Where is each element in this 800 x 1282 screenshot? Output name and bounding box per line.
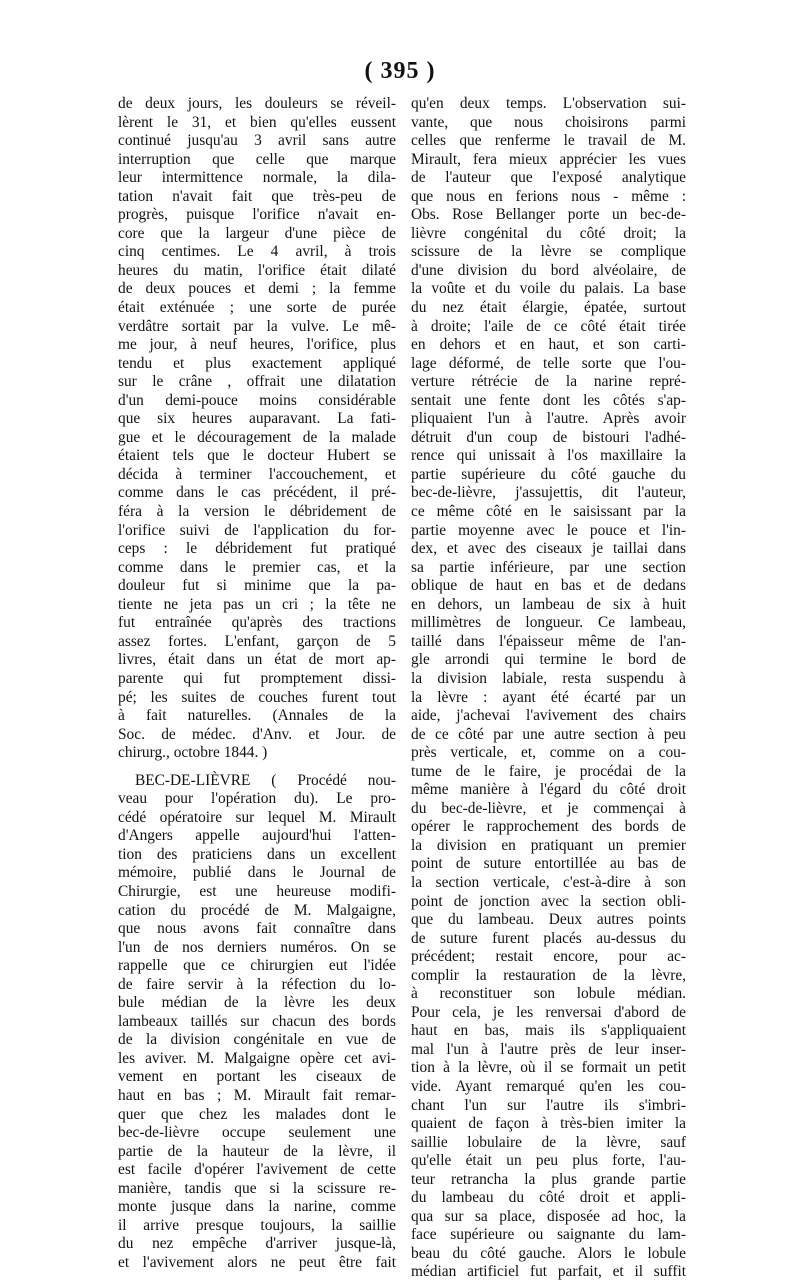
- text-line: d'Angers appelle aujourd'hui l'atten-: [118, 827, 396, 845]
- text-line: cation du procédé de M. Malgaigne,: [118, 901, 396, 919]
- text-line: détruit d'un coup de bistouri l'adhé-: [411, 428, 686, 446]
- text-line: la division labiale, resta suspendu à: [411, 669, 686, 687]
- text-line: interruption que celle que marque: [118, 150, 396, 168]
- text-line: taillé dans l'épaisseur même de l'an-: [411, 632, 686, 650]
- text-line: rappelle que ce chirurgien eut l'idée: [118, 957, 396, 975]
- text-line: Pour cela, je les renversai d'abord de: [411, 1003, 686, 1021]
- text-line: du nez était élargie, épatée, surtout: [411, 299, 686, 317]
- text-line: douleur fut si minime que la pa-: [118, 577, 396, 595]
- text-line: gle arrondi qui termine le bord de: [411, 651, 686, 669]
- text-line: de faire servir à la réfection du lo-: [118, 975, 396, 993]
- text-line: en dehors, un lambeau de six à huit: [411, 595, 686, 613]
- text-line: vante, que nous choisirons parmi: [411, 113, 686, 131]
- page-number: ( 395 ): [364, 58, 436, 84]
- text-line: fut entraînée qu'après des tractions: [118, 614, 396, 632]
- text-line: parente qui fut promptement dissi-: [118, 669, 396, 687]
- text-line: de deux pouces et demi ; la femme: [118, 280, 396, 298]
- text-line: partie de la hauteur de la lèvre, il: [118, 1142, 396, 1160]
- text-line: vement en portant les ciseaux de: [118, 1068, 396, 1086]
- text-line: même manière à l'égard du côté droit: [411, 781, 686, 799]
- text-line: BEC-DE-LIÈVRE ( Procédé nou-: [135, 771, 396, 789]
- text-line: millimètres de longueur. Ce lambeau,: [411, 614, 686, 632]
- text-line: du nez empêche d'arriver jusque-là,: [118, 1235, 396, 1253]
- text-line: me jour, à neuf heures, l'orifice, plus: [118, 336, 396, 354]
- text-line: d'une division du bord alvéolaire, de: [411, 261, 686, 279]
- text-line: point de suture entortillée au bas de: [411, 855, 686, 873]
- text-line: près verticale, et, comme on a cou-: [411, 744, 686, 762]
- text-line: de suture furent placés au-dessus du: [411, 929, 686, 947]
- text-line: était exténuée ; une sorte de purée: [118, 299, 396, 317]
- text-line: d'un demi-pouce moins considérable: [118, 391, 396, 409]
- text-line: que nous en ferions nous - même :: [411, 187, 686, 205]
- text-line: médian artificiel fut parfait, et il suffit: [411, 1263, 686, 1281]
- text-line: sentait une fente dont les côtés s'ap-: [411, 391, 686, 409]
- text-line: bule médian de la lèvre les deux: [118, 994, 396, 1012]
- text-line: sa partie inférieure, par une section: [411, 558, 686, 576]
- text-line: à reconstituer son lobule médian.: [411, 985, 686, 1003]
- text-line: vide. Ayant remarqué qu'en les cou-: [411, 1077, 686, 1095]
- text-line: oblique de haut en bas et de dedans: [411, 577, 686, 595]
- text-line: quaient de façon à très-bien imiter la: [411, 1115, 686, 1133]
- text-line: mémoire, publié dans le Journal de: [118, 864, 396, 882]
- text-line: tion à la lèvre, où il se formait un petit: [411, 1059, 686, 1077]
- text-line: du lambeau du côté droit et appli-: [411, 1189, 686, 1207]
- text-line: bec-de-lièvre, j'assujettis, dit l'auteur,: [411, 484, 686, 502]
- text-line: cinq centimes. Le 4 avril, à trois: [118, 243, 396, 261]
- text-line: à droite; l'aile de ce côté était tirée: [411, 317, 686, 335]
- text-line: rence qui unissait à l'os maxillaire la: [411, 447, 686, 465]
- text-line: tendu et plus exactement appliqué: [118, 354, 396, 372]
- text-line: saillie lobulaire de la lèvre, sauf: [411, 1133, 686, 1151]
- text-line: partie moyenne avec le pouce et l'in-: [411, 521, 686, 539]
- text-line: cédé opératoire sur lequel M. Mirault: [118, 808, 396, 826]
- text-line: à fait naturelles. (Annales de la: [118, 707, 396, 725]
- text-line: continué jusqu'au 3 avril sans autre: [118, 132, 396, 150]
- text-line: précédent; restait encore, pour ac-: [411, 948, 686, 966]
- text-line: que nous avons fait connaître dans: [118, 920, 396, 938]
- text-line: verdâtre sortait par la vulve. Le mê-: [118, 317, 396, 335]
- text-line: de la division congénitale en vue de: [118, 1031, 396, 1049]
- text-line: la division en pratiquant un premier: [411, 836, 686, 854]
- text-line: celles que renferme le travail de M.: [411, 132, 686, 150]
- text-line: que du lambeau. Deux autres points: [411, 911, 686, 929]
- text-line: Mirault, fera mieux apprécier les vues: [411, 150, 686, 168]
- text-line: comme dans le premier cas, et la: [118, 558, 396, 576]
- text-line: du bec-de-lièvre, et je commençai à: [411, 799, 686, 817]
- text-line: leur intermittence normale, la dila-: [118, 169, 396, 187]
- text-line: haut en bas ; M. Mirault fait remar-: [118, 1086, 396, 1104]
- text-line: décida à terminer l'accouchement, et: [118, 465, 396, 483]
- text-line: bec-de-lièvre occupe seulement une: [118, 1124, 396, 1142]
- text-line: les aviver. M. Malgaigne opère cet avi-: [118, 1049, 396, 1067]
- text-line: que six heures auparavant. La fati-: [118, 410, 396, 428]
- text-line: mal l'un à l'autre près de leur inser-: [411, 1040, 686, 1058]
- text-line: beau du côté gauche. Alors le lobule: [411, 1244, 686, 1262]
- text-line: core que la largeur d'une pièce de: [118, 224, 396, 242]
- text-line: sur le crâne , offrait une dilatation: [118, 373, 396, 391]
- text-line: l'orifice suivi de l'application du for-: [118, 521, 396, 539]
- text-line: l'un de nos derniers numéros. On se: [118, 938, 396, 956]
- text-line: opérer le rapprochement des bords de: [411, 818, 686, 836]
- text-line: livres, était dans un état de mort ap-: [118, 651, 396, 669]
- text-line: monte jusque dans la narine, comme: [118, 1198, 396, 1216]
- text-line: ce même côté en le saisissant par la: [411, 503, 686, 521]
- text-line: aide, j'achevai l'avivement des chairs: [411, 707, 686, 725]
- text-line: est facile d'opérer l'avivement de cette: [118, 1161, 396, 1179]
- text-line: tion des praticiens dans un excellent: [118, 845, 396, 863]
- text-line: lièvre congénital du côté droit; la: [411, 224, 686, 242]
- text-line: tiente ne jeta pas un cri ; la tête ne: [118, 595, 396, 613]
- text-line: ceps : le débridement fut pratiqué: [118, 540, 396, 558]
- text-line: de deux jours, les douleurs se réveil-: [118, 95, 396, 112]
- text-line: point de jonction avec la section obli-: [411, 892, 686, 910]
- text-line: heures du matin, l'orifice était dilaté: [118, 261, 396, 279]
- text-line: de l'auteur que l'exposé analytique: [411, 169, 686, 187]
- paragraph-gap: [118, 763, 396, 772]
- text-line: face supérieure ou saignante du lam-: [411, 1226, 686, 1244]
- text-line: dex, et avec des ciseaux je taillai dans: [411, 540, 686, 558]
- text-line: tation n'avait fait que très-peu de: [118, 187, 396, 205]
- text-line: partie supérieure du côté gauche du: [411, 465, 686, 483]
- text-line: lèrent le 31, et bien qu'elles eussent: [118, 113, 396, 131]
- text-line: tume de le faire, je procédai de la: [411, 762, 686, 780]
- text-line: assez fortes. L'enfant, garçon de 5: [118, 632, 396, 650]
- text-line: Obs. Rose Bellanger porte un bec-de-: [411, 206, 686, 224]
- text-line: verture rétrécie de la narine repré-: [411, 373, 686, 391]
- text-line: progrès, puisque l'orifice n'avait en-: [118, 206, 396, 224]
- text-line: Chirurgie, est une heureuse modifi-: [118, 882, 396, 900]
- left-column: [118, 95, 396, 1272]
- text-line: en dehors et en haut, et son carti-: [411, 336, 686, 354]
- text-line: lage déformé, de telle sorte que l'ou-: [411, 354, 686, 372]
- text-line: et l'avivement alors ne peut être fait: [118, 1253, 396, 1271]
- text-line: étaient tels que le docteur Hubert se: [118, 447, 396, 465]
- text-line: comme dans le cas précédent, il pré-: [118, 484, 396, 502]
- text-line: la lèvre : ayant été écarté par un: [411, 688, 686, 706]
- right-column: [411, 95, 686, 1282]
- text-line: qu'elle était un peu plus forte, l'au-: [411, 1152, 686, 1170]
- text-line: de ce côté par une autre section à peu: [411, 725, 686, 743]
- text-line: féra à la version le débridement de: [118, 503, 396, 521]
- text-line: Soc. de médec. d'Anv. et Jour. de: [118, 725, 396, 743]
- text-line: gue et le découragement de la malade: [118, 428, 396, 446]
- text-line: qua sur sa place, disposée ad hoc, la: [411, 1207, 686, 1225]
- text-line: la voûte et du voile du palais. La base: [411, 280, 686, 298]
- text-line: manière, tandis que si la scissure re-: [118, 1179, 396, 1197]
- text-line: haut en bas, mais ils s'appliquaient: [411, 1022, 686, 1040]
- text-line: il arrive presque toujours, la saillie: [118, 1216, 396, 1234]
- text-line: pliquaient l'un à l'autre. Après avoir: [411, 410, 686, 428]
- text-line: la section verticale, c'est-à-dire à son: [411, 873, 686, 891]
- text-line: qu'en deux temps. L'observation sui-: [411, 95, 686, 112]
- text-line: complir la restauration de la lèvre,: [411, 966, 686, 984]
- text-line: pé; les suites de couches furent tout: [118, 688, 396, 706]
- text-line: teur retrancha la plus grande partie: [411, 1170, 686, 1188]
- text-line: quer que chez les malades dont le: [118, 1105, 396, 1123]
- text-line: chirurg., octobre 1844. ): [118, 744, 268, 762]
- text-line: lambeaux taillés sur chacun des bords: [118, 1012, 396, 1030]
- text-line: scissure de la lèvre se complique: [411, 243, 686, 261]
- text-line: chant l'un sur l'autre ils s'imbri-: [411, 1096, 686, 1114]
- text-line: veau pour l'opération du). Le pro-: [118, 790, 396, 808]
